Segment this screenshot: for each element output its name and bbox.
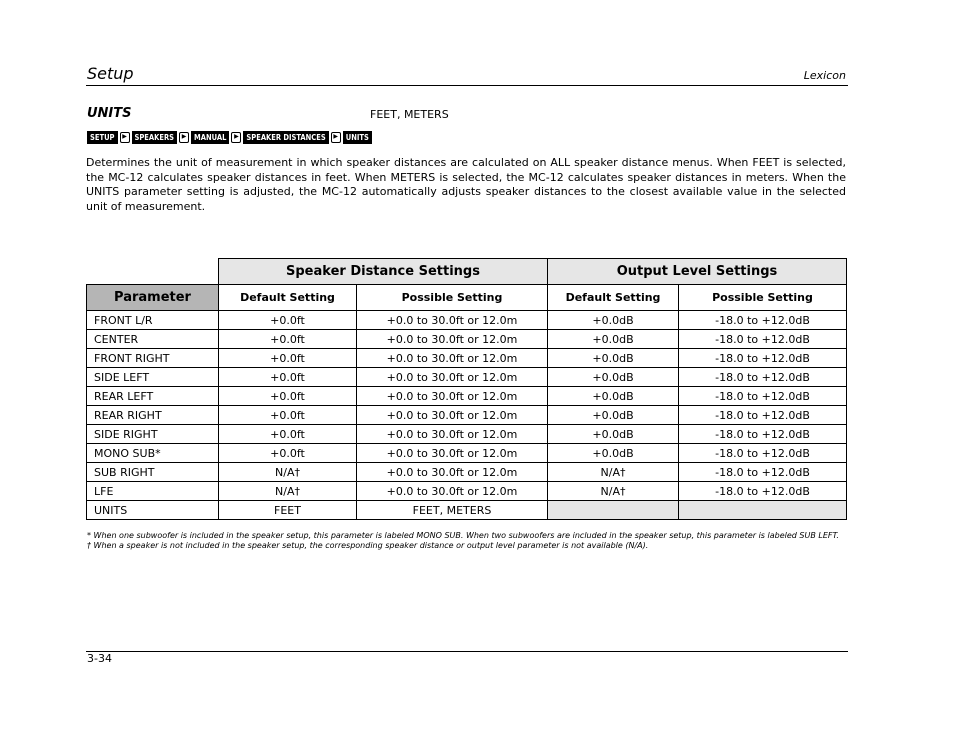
- value-cell: +0.0ft: [219, 311, 357, 330]
- value-cell: N/A†: [219, 482, 357, 501]
- value-cell: +0.0ft: [219, 406, 357, 425]
- value-cell: -18.0 to +12.0dB: [679, 387, 847, 406]
- page-header-title: Setup: [87, 64, 134, 83]
- arrow-right-icon: ▶: [120, 132, 130, 143]
- value-cell: -18.0 to +12.0dB: [679, 482, 847, 501]
- value-cell: +0.0 to 30.0ft or 12.0m: [357, 444, 548, 463]
- parameter-name-cell: SIDE RIGHT: [87, 425, 219, 444]
- value-cell: +0.0dB: [548, 425, 679, 444]
- table-row: [87, 444, 847, 463]
- column-header-parameter: Parameter: [87, 285, 219, 311]
- table-row: [87, 406, 847, 425]
- value-cell: [548, 501, 679, 520]
- value-cell: -18.0 to +12.0dB: [679, 463, 847, 482]
- value-cell: +0.0dB: [548, 349, 679, 368]
- table-body: [87, 311, 847, 520]
- value-cell: N/A†: [548, 463, 679, 482]
- section-title: UNITS: [87, 106, 132, 121]
- parameter-name-cell: SIDE LEFT: [87, 368, 219, 387]
- column-header-level-default: Default Setting: [548, 285, 679, 311]
- column-header-distance-possible: Possible Setting: [357, 285, 548, 311]
- value-cell: -18.0 to +12.0dB: [679, 349, 847, 368]
- page-number: 3-34: [87, 652, 112, 665]
- breadcrumb-item-setup: SETUP: [87, 131, 118, 144]
- arrow-right-icon: ▶: [331, 132, 341, 143]
- table-row: [87, 463, 847, 482]
- value-cell: N/A†: [548, 482, 679, 501]
- value-cell: +0.0 to 30.0ft or 12.0m: [357, 463, 548, 482]
- table-row: [87, 368, 847, 387]
- table-row: [87, 387, 847, 406]
- parameter-name-cell: REAR RIGHT: [87, 406, 219, 425]
- breadcrumb-item-speaker-distances: SPEAKER DISTANCES: [243, 131, 328, 144]
- column-header-distance-default: Default Setting: [219, 285, 357, 311]
- value-cell: +0.0 to 30.0ft or 12.0m: [357, 349, 548, 368]
- header-rule: [86, 85, 848, 86]
- footnote-mono-sub: * When one subwoofer is included in the speaker setup, this parameter is labeled MONO SUB. When two subwoofers are included in the speaker setup, this parameter is labeled SUB LEFT.: [87, 531, 839, 540]
- value-cell: +0.0ft: [219, 349, 357, 368]
- parameter-name-cell: SUB RIGHT: [87, 463, 219, 482]
- value-cell: -18.0 to +12.0dB: [679, 368, 847, 387]
- table-row: [87, 425, 847, 444]
- value-cell: +0.0 to 30.0ft or 12.0m: [357, 387, 548, 406]
- value-cell: +0.0dB: [548, 368, 679, 387]
- table-row: [87, 311, 847, 330]
- column-header-level-possible: Possible Setting: [679, 285, 847, 311]
- value-cell: +0.0 to 30.0ft or 12.0m: [357, 368, 548, 387]
- value-cell: +0.0ft: [219, 444, 357, 463]
- breadcrumb-item-units: UNITS: [343, 131, 372, 144]
- parameter-name-cell: CENTER: [87, 330, 219, 349]
- value-cell: +0.0ft: [219, 425, 357, 444]
- parameter-name-cell: UNITS: [87, 501, 219, 520]
- parameter-name-cell: FRONT RIGHT: [87, 349, 219, 368]
- description-paragraph: Determines the unit of measurement in which speaker distances are calculated on ALL speaker distance menus. When FEET is selected, the MC-12 calculates speaker distances in feet. When METERS is selected, the MC-12 calculates speaker distances in meters. When the UNITS parameter setting is adjusted, the MC-12 automatically adjusts speaker distances to the closest available value in the selected unit of measurement.: [86, 156, 846, 214]
- value-cell: -18.0 to +12.0dB: [679, 311, 847, 330]
- breadcrumb-item-manual: MANUAL: [191, 131, 229, 144]
- value-cell: -18.0 to +12.0dB: [679, 330, 847, 349]
- table-row: [87, 349, 847, 368]
- parameter-name-cell: MONO SUB*: [87, 444, 219, 463]
- settings-table: [86, 258, 847, 520]
- page-header-brand: Lexicon: [803, 69, 846, 82]
- value-cell: +0.0 to 30.0ft or 12.0m: [357, 330, 548, 349]
- value-cell: +0.0dB: [548, 406, 679, 425]
- footer-rule: [86, 651, 848, 652]
- value-cell: -18.0 to +12.0dB: [679, 406, 847, 425]
- table-row: [87, 482, 847, 501]
- table-row: [87, 501, 847, 520]
- value-cell: +0.0 to 30.0ft or 12.0m: [357, 425, 548, 444]
- arrow-right-icon: ▶: [231, 132, 241, 143]
- parameter-name-cell: LFE: [87, 482, 219, 501]
- table-corner-blank: [87, 259, 219, 285]
- section-values: FEET, METERS: [370, 108, 449, 121]
- breadcrumb-item-speakers: SPEAKERS: [132, 131, 178, 144]
- value-cell: N/A†: [219, 463, 357, 482]
- table-row: [87, 330, 847, 349]
- group-header-speaker-distance: Speaker Distance Settings: [219, 259, 548, 285]
- value-cell: +0.0ft: [219, 387, 357, 406]
- value-cell: +0.0dB: [548, 444, 679, 463]
- parameter-name-cell: REAR LEFT: [87, 387, 219, 406]
- value-cell: [679, 501, 847, 520]
- parameter-name-cell: FRONT L/R: [87, 311, 219, 330]
- value-cell: +0.0dB: [548, 330, 679, 349]
- value-cell: +0.0 to 30.0ft or 12.0m: [357, 406, 548, 425]
- footnote-na: † When a speaker is not included in the speaker setup, the corresponding speaker distance or output level parameter is not available (N/A).: [87, 541, 649, 550]
- group-header-output-level: Output Level Settings: [548, 259, 847, 285]
- value-cell: FEET: [219, 501, 357, 520]
- value-cell: +0.0ft: [219, 330, 357, 349]
- value-cell: +0.0dB: [548, 311, 679, 330]
- value-cell: -18.0 to +12.0dB: [679, 425, 847, 444]
- value-cell: +0.0dB: [548, 387, 679, 406]
- value-cell: FEET, METERS: [357, 501, 548, 520]
- value-cell: +0.0ft: [219, 368, 357, 387]
- value-cell: +0.0 to 30.0ft or 12.0m: [357, 482, 548, 501]
- arrow-right-icon: ▶: [179, 132, 189, 143]
- value-cell: -18.0 to +12.0dB: [679, 444, 847, 463]
- value-cell: +0.0 to 30.0ft or 12.0m: [357, 311, 548, 330]
- breadcrumb: [87, 130, 372, 144]
